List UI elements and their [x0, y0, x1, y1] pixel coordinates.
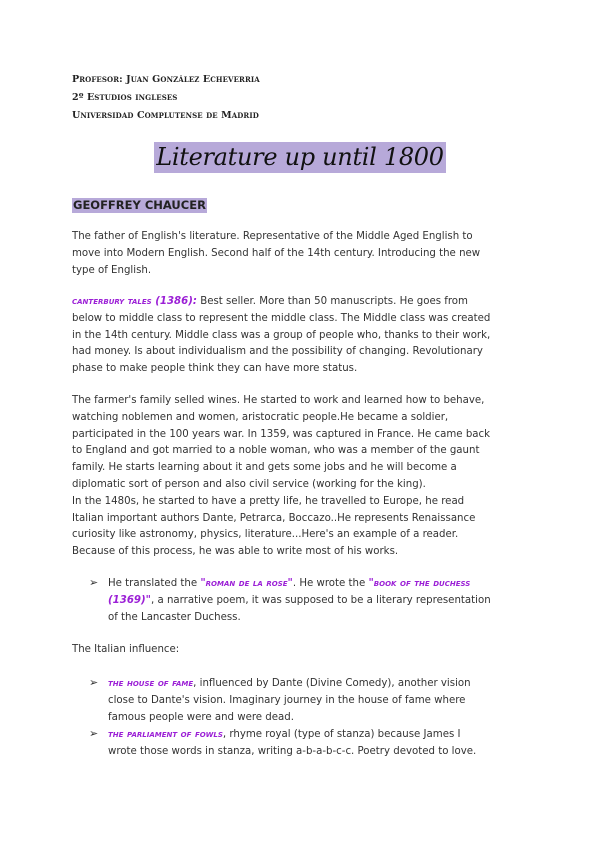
- house-of-fame-label: the house of fame: [108, 678, 194, 689]
- header-course: 2º Estudios ingleses: [72, 92, 178, 103]
- section-heading: GEOFFREY CHAUCER: [73, 198, 206, 212]
- header-university: Universidad Complutense de Madrid: [72, 110, 259, 121]
- paragraph-biography: The farmer's family selled wines. He started to work and learned how to behave, watching noblemen and women, aristocratic people.He became a soldier, participated in the 100 years war. In 1359, was captured in France. He came back to England and got married to a noble woman, who was a member of the gaunt family. He starts learning about it and gets some jobs and he will become a diplomatic sort of person and also civil service (working for the king). In the 1480s, he started to have a pretty life, he travelled to Europe, he read Italian important authors Dante, Petrarca, Boccazo..He represents Renaissance curiosity like astronomy, physics, literature...Here's an example of a reader. Because of this process, he was able to write most of his works.: [72, 395, 491, 558]
- italian-influence-heading: The Italian influence:: [72, 644, 180, 655]
- bullet-item-parliament: the parliament of fowls, rhyme royal (type of stanza) because James I wrote those words in stanza, writing a-b-a-b-c-c. Poetry devoted to love.: [108, 729, 477, 757]
- bullet-item-house-of-fame: the house of fame, influenced by Dante (Divine Comedy), another vision close to Dante's vision. Imaginary journey in the house of fame where famous people were and were dead.: [108, 678, 471, 723]
- parliament-of-fowls-label: the parliament of fowls: [108, 729, 223, 740]
- paragraph-intro: The father of English's literature. Representative of the Middle Aged English to move into Modern English. Second half of the 14th century. Introducing the new type of English.: [72, 231, 481, 276]
- document-title: Literature up until 1800: [156, 143, 444, 171]
- header-professor: Profesor: Juan González Echeverria: [72, 74, 260, 85]
- bullet-item-roman: He translated the "roman de la rose". He wrote the "book of the duchess (1369)", a narrative poem, it was supposed to be a literary representation of the Lancaster Duchess.: [108, 578, 491, 623]
- canterbury-label: canterbury tales (1386):: [72, 296, 197, 307]
- title-container: [0, 142, 600, 173]
- bullet-arrow-icon: ➢: [89, 727, 99, 740]
- paragraph-canterbury: canterbury tales (1386): Best seller. More than 50 manuscripts. He goes from below to middle class to represent the middle class. The Middle class was created in the 14th century. Middle class was a group of people who, thanks to their work, had money. Is about individualism and the possibility of changing. Revolutionary phase to make people think they can have more status.: [72, 296, 491, 375]
- bullet-arrow-icon: ➢: [89, 676, 99, 689]
- bullet-arrow-icon: ➢: [89, 576, 99, 589]
- roman-de-la-rose-label: "roman de la rose": [200, 578, 293, 589]
- book-of-duchess-label: "book of the duchess: [368, 578, 471, 589]
